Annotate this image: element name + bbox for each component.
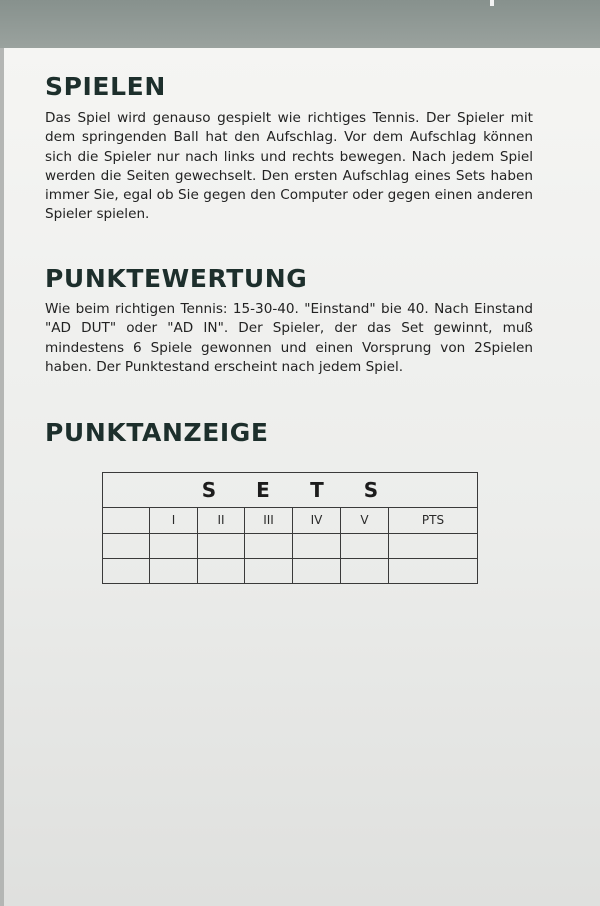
sets-letter: S <box>201 478 217 503</box>
score-cell <box>389 533 478 558</box>
column-header-points: PTS <box>389 508 478 533</box>
score-cell <box>150 558 198 583</box>
column-header-set-2: II <box>198 508 245 533</box>
score-row-player-2 <box>103 558 478 583</box>
score-cell <box>198 558 245 583</box>
top-band <box>0 0 600 48</box>
score-cell <box>293 533 341 558</box>
top-band-mark <box>490 0 494 6</box>
score-cell <box>341 558 389 583</box>
score-cell <box>150 533 198 558</box>
score-cell <box>245 558 293 583</box>
score-cell <box>389 558 478 583</box>
column-header-player <box>103 508 150 533</box>
score-cell <box>103 558 150 583</box>
heading-spielen: SPIELEN <box>45 72 166 101</box>
scoreboard-diagram <box>102 472 478 584</box>
score-cell <box>198 533 245 558</box>
score-cell <box>293 558 341 583</box>
heading-punktanzeige: PUNKTANZEIGE <box>45 418 269 447</box>
sets-letter: S <box>363 478 379 503</box>
paragraph-spielen: Das Spiel wird genauso gespielt wie richtiges Tennis. Der Spieler mit dem springenden Ball hat den Aufschlag. Vor dem Aufschlag können sich die Spieler nur nach links und rechts bewegen. Nach jedem Spiel werden die Seiten gewechselt. Den ersten Aufschlag eines Sets haben immer Sie, egal ob Sie gegen den Computer oder gegen einen anderen Spieler spielen. <box>45 110 533 223</box>
score-row-player-1 <box>103 533 478 558</box>
score-cell <box>245 533 293 558</box>
score-cell <box>341 533 389 558</box>
column-header-row <box>103 508 478 533</box>
sets-header-row <box>103 473 478 508</box>
paragraph-punktewertung: Wie beim richtigen Tennis: 15-30-40. "Einstand" bie 40. Nach Einstand "AD DUT" oder "AD IN". Der Spieler, der das Set gewinnt, muß mindestens 6 Spiele gewonnen und einen Vorsprung von 2Spielen haben. Der Punktestand erscheint nach jedem Spiel. <box>45 301 533 375</box>
column-header-set-1: I <box>150 508 198 533</box>
sets-letter: E <box>256 478 270 503</box>
column-header-set-3: III <box>245 508 293 533</box>
heading-punktewertung: PUNKTEWERTUNG <box>45 264 308 293</box>
sets-header-cell <box>103 473 478 508</box>
column-header-set-5: V <box>341 508 389 533</box>
sets-letter: T <box>310 478 324 503</box>
score-cell <box>103 533 150 558</box>
column-header-set-4: IV <box>293 508 341 533</box>
